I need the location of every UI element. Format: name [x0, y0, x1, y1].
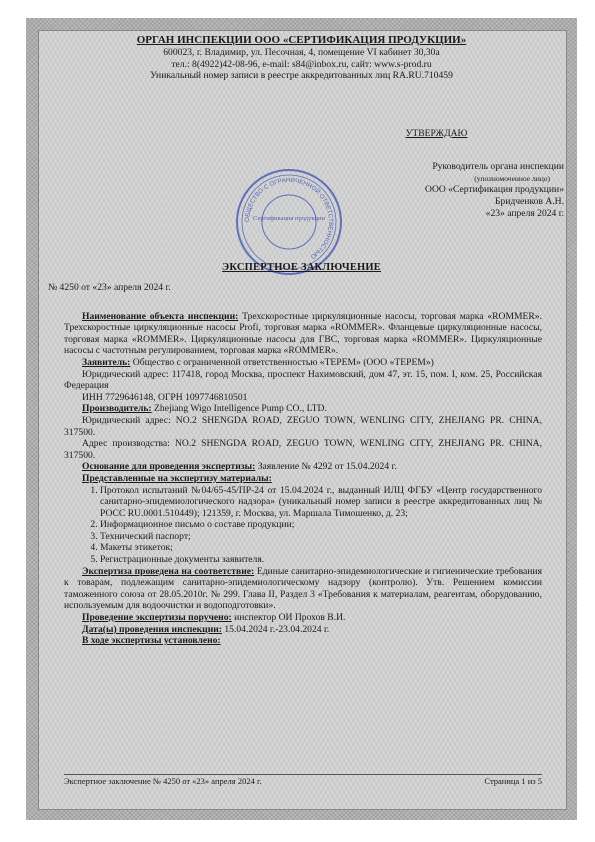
list-item: 4. Макеты этикеток; — [100, 542, 542, 554]
object-section — [64, 311, 542, 357]
approver-name: Бридченков А.Н. — [494, 196, 564, 208]
inspector-label: Проведение экспертизы поручено: — [82, 612, 232, 624]
document-header — [44, 34, 559, 82]
stamp-ring-text: ОБЩЕСТВО С ОГРАНИЧЕННОЙ ОТВЕТСТВЕННОСТЬЮ — [243, 176, 335, 261]
dates-label: Дата(ы) проведения инспекции: — [82, 623, 222, 635]
document-body — [48, 282, 542, 647]
list-item: 3. Технический паспорт; — [100, 531, 542, 543]
basis-label: Основание для проведения экспертизы: — [82, 461, 256, 473]
manufacturer-name: Zhejiang Wigo Intelligence Pump CO., LTD. — [154, 403, 327, 415]
approval-date: «23» апреля 2024 г. — [485, 207, 564, 219]
manufacturer-legal-address: Юридический адрес: NO.2 SHENGDA ROAD, ZEGUO TOWN, WENLING CITY, ZHEJIANG PR. CHINA, 317500. — [64, 414, 542, 438]
materials-list — [64, 485, 542, 566]
footer-doc-ref: Экспертное заключение № 4250 от «23» апреля 2024 г. — [64, 776, 262, 786]
approver-org: ООО «Сертификация продукции» — [425, 184, 564, 196]
list-item: 2. Информационное письмо о составе продукции; — [100, 519, 542, 531]
dates-text: 15.04.2024 г.-23.04.2024 г. — [224, 623, 330, 635]
expertise-text: Единые санитарно-эпидемиологические и гигиенические требования к товарам, подлежащим санитарно-эпидемиологическому надзору (контролю). Утв. Решением комиссии таможенного союза от 28.05.2010г. № 299. Глава II, Раздел 3 «Требования к материалам, реагентам, оборудованию, используемым для водоочистки и водоподготовки». — [64, 565, 542, 612]
page-footer — [64, 774, 542, 788]
inspector-section — [64, 612, 542, 624]
applicant-section — [64, 357, 542, 369]
org-name: ОРГАН ИНСПЕКЦИИ ООО «СЕРТИФИКАЦИЯ ПРОДУКЦИИ» — [136, 34, 467, 46]
inspector-text: инспектор ОИ Прохов В.И. — [234, 612, 346, 624]
list-item: 1. Протокол испытаний №04/65-45/ПР-24 от 15.04.2024 г., выданный ИЛЦ ФГБУ «Центр государственного санитарно-эпидемиологического надзора» (уникальный номер записи в реестре аккредитованных лиц № РОСС RU.0001.510449); 121359, г. Москва, ул. Маршала Тимошенко, д. 23; — [100, 485, 542, 520]
materials-label: Представленные на экспертизу материалы: — [82, 472, 272, 484]
applicant-ids: ИНН 7729646148, ОГРН 1097746810501 — [82, 391, 248, 403]
object-text: Трехскоростные циркуляционные насосы, торговая марка «ROMMER». Трехскоростные циркуляционные насосы Profi, торговая марка «ROMMER». Фланцевые циркуляционные насосы, торговая марка «ROMMER». Циркуляционные насосы для ГВС, торговая марка «ROMMER». Циркуляционные насосы с частотным регулированием, торговая марка «ROMMER». — [64, 310, 542, 357]
object-label: Наименование объекта инспекции: — [82, 310, 239, 322]
document-title: ЭКСПЕРТНОЕ ЗАКЛЮЧЕНИЕ — [222, 262, 381, 273]
stamp-center-text: Сертификация продукции — [253, 215, 325, 222]
applicant-name: Общество с ограниченной ответственностью «ТЕРЕМ» (ООО «ТЕРЕМ») — [132, 356, 434, 368]
approver-position: Руководитель органа инспекции — [432, 160, 564, 172]
manufacturer-section — [64, 403, 542, 415]
applicant-label: Заявитель: — [82, 356, 131, 368]
list-item: 5. Регистрационные документы заявителя. — [100, 554, 542, 566]
expertise-section — [64, 566, 542, 612]
dates-section — [64, 624, 542, 636]
applicant-address: Юридический адрес: 117418, город Москва, проспект Нахимовский, дом 47, эт. 15, пом. I, ком. 25, Российская Федерация — [64, 368, 542, 392]
document-page — [44, 34, 564, 804]
manufacturer-label: Производитель: — [82, 403, 152, 415]
materials-section — [64, 473, 542, 485]
basis-text: Заявление № 4292 от 15.04.2024 г. — [257, 461, 397, 473]
basis-section — [64, 461, 542, 473]
findings-label: В ходе экспертизы установлено: — [82, 635, 221, 647]
org-contacts: тел.: 8(4922)42-08-96, e-mail: s84@inbox.ru, сайт: www.s-prod.ru — [171, 58, 432, 70]
footer-page-number: Страница 1 из 5 — [484, 776, 542, 786]
approver-position-note: (уполномоченное лицо) — [474, 173, 550, 183]
org-address: 600023, г. Владимир, ул. Песочная, 4, помещение VI кабинет 30,30а — [163, 47, 440, 58]
findings-section — [64, 635, 542, 647]
expertise-label: Экспертиза проведена на соответствие: — [82, 565, 255, 577]
document-number: № 4250 от «23» апреля 2024 г. — [48, 282, 171, 293]
approval-block — [349, 128, 564, 220]
approve-heading: УТВЕРЖДАЮ — [405, 128, 468, 139]
org-registry: Уникальный номер записи в реестре аккредитованных лиц RA.RU.710459 — [150, 70, 453, 82]
manufacturer-production-address: Адрес производства: NO.2 SHENGDA ROAD, ZEGUO TOWN, WENLING CITY, ZHEJIANG PR. CHINA, 317500. — [64, 438, 542, 461]
